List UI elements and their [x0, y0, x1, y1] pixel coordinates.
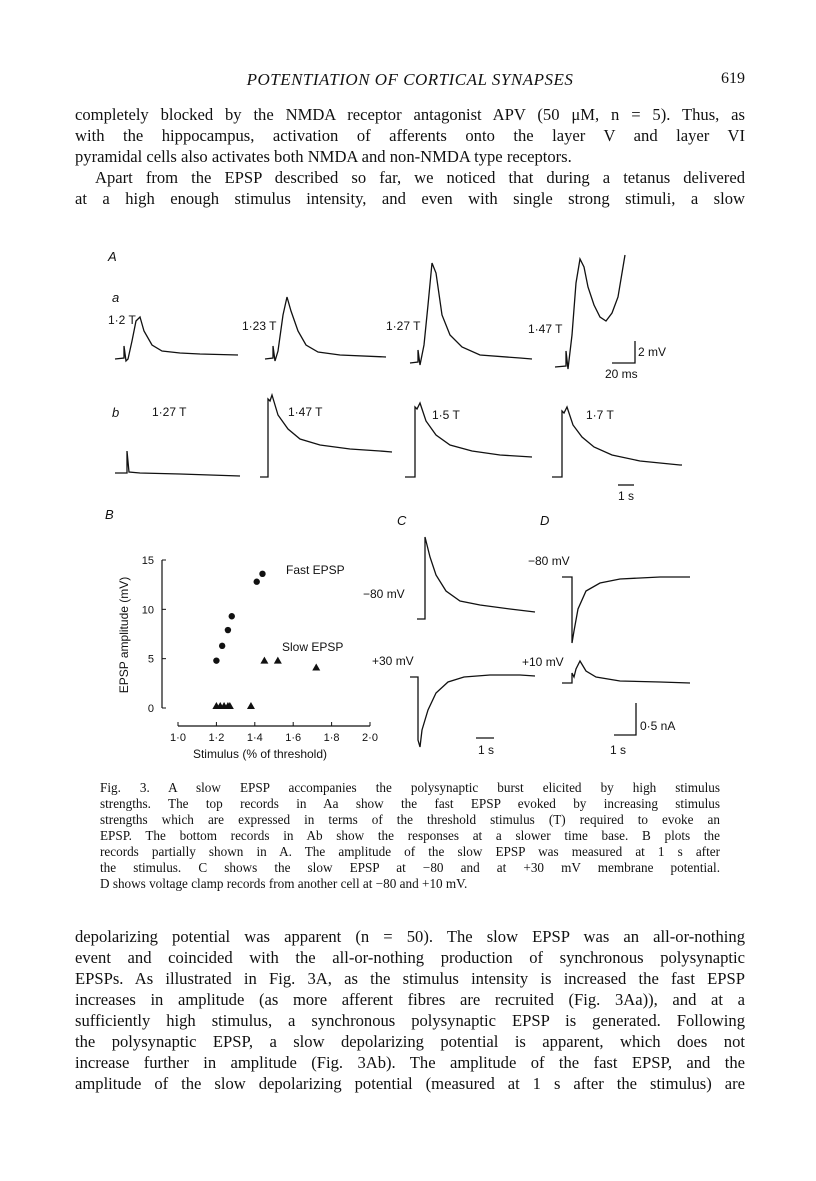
trace-c-top — [417, 537, 535, 619]
x-tick-label: 1·8 — [323, 732, 340, 744]
fast-epsp-point — [213, 657, 219, 663]
text-line: sufficiently high stimulus, a synchronous polysynaptic EPSP is generated. Following — [75, 1011, 745, 1030]
panel-label-A: A — [108, 249, 117, 264]
x-tick-label: 1·6 — [285, 732, 302, 744]
text-line: event and coincided with the all-or-nothing production of synchronous polysynaptic — [75, 948, 745, 967]
d-scale-05na: 0·5 nA — [640, 719, 676, 733]
caption-line: Fig. 3. A slow EPSP accompanies the polysynaptic burst elicited by high stimulus — [100, 780, 720, 795]
figure-3 — [100, 245, 720, 775]
text-line: increases in amplitude (as more afferent fibres are recruited (Fig. 3Aa)), and at a — [75, 990, 745, 1009]
bottom-paragraph — [75, 926, 745, 1094]
text-line: EPSPs. As illustrated in Fig. 3A, as the stimulus intensity is increased the fast EPSP — [75, 969, 745, 988]
y-tick-label: 15 — [141, 555, 154, 567]
top-paragraph — [75, 104, 745, 209]
x-axis-label: Stimulus (% of threshold) — [192, 747, 328, 761]
d-label-minus80: −80 mV — [528, 554, 570, 568]
y-tick-label: 10 — [141, 604, 154, 617]
running-title: POTENTIATION OF CORTICAL SYNAPSES — [246, 70, 574, 89]
c-label-minus80: −80 mV — [363, 587, 405, 601]
x-tick-label: 2·0 — [362, 732, 378, 744]
y-axis-label: EPSP amplitude (mV) — [117, 576, 131, 694]
text-line: increase further in amplitude (Fig. 3Ab). The amplitude of the fast EPSP, and the — [75, 1053, 745, 1072]
slow-epsp-point — [260, 657, 268, 664]
page-number: 619 — [721, 70, 745, 87]
trace-label-aa-4: 1·47 T — [528, 322, 563, 336]
panel-label-D: D — [540, 513, 550, 528]
c-label-plus30: +30 mV — [372, 654, 414, 668]
text-line: depolarizing potential was apparent (n = 50). The slow EPSP was an all-or-nothing — [75, 927, 745, 946]
legend-slow-epsp: Slow EPSP — [282, 640, 344, 654]
trace-c-bottom — [410, 675, 535, 747]
scale-label-2mv: 2 mV — [638, 345, 667, 359]
slow-epsp-point — [274, 657, 282, 664]
legend-fast-epsp: Fast EPSP — [286, 563, 345, 577]
trace-label-ab-4: 1·7 T — [586, 408, 614, 422]
panel-label-B: B — [105, 507, 114, 522]
slow-epsp-point — [312, 664, 320, 671]
text-line: Apart from the EPSP described so far, we noticed that during a tetanus delivered — [95, 168, 745, 187]
trace-label-ab-1: 1·27 T — [152, 405, 187, 419]
panel-label-C: C — [397, 513, 407, 528]
y-tick-label: 0 — [147, 703, 154, 715]
text-line: at a high enough stimulus intensity, and even with single strong stimuli, a slow — [75, 189, 745, 208]
caption-line: the stimulus. C shows the slow EPSP at −80 and at +30 mV membrane potential. — [100, 860, 720, 875]
x-tick-label: 1·4 — [246, 732, 263, 744]
figure-caption — [100, 780, 720, 892]
slow-epsp-point — [247, 702, 255, 709]
caption-line: EPSP. The bottom records in Ab show the responses at a slower time base. B plots the — [100, 828, 720, 843]
d-scale-1s: 1 s — [610, 743, 627, 757]
caption-line: strengths which are expressed in terms of the threshold stimulus (T) required to evoke an — [100, 812, 720, 827]
fast-epsp-point — [225, 627, 231, 633]
trace-label-aa-1: 1·2 T — [108, 313, 136, 327]
trace-ab-3 — [405, 403, 532, 477]
trace-ab-2 — [260, 395, 392, 477]
c-scale-1s: 1 s — [478, 743, 495, 757]
text-line: the polysynaptic EPSP, a slow depolarizing potential is apparent, which does not — [75, 1032, 745, 1051]
y-tick-label: 5 — [147, 653, 154, 666]
text-line: amplitude of the slow depolarizing potential (measured at 1 s after the stimulus) are — [75, 1074, 745, 1093]
chart-b — [117, 555, 378, 761]
trace-aa-2 — [265, 297, 386, 361]
panel-label-Ab: b — [112, 405, 120, 420]
x-tick-label: 1·0 — [170, 732, 186, 744]
trace-d-top — [562, 577, 690, 643]
trace-ab-4 — [552, 407, 682, 477]
scale-bar-2mv-20ms — [612, 341, 635, 363]
trace-label-aa-3: 1·27 T — [386, 319, 421, 333]
panel-label-Aa: a — [112, 290, 120, 305]
text-line: completely blocked by the NMDA receptor antagonist APV (50 μM, n = 5). Thus, as — [75, 105, 745, 124]
trace-label-aa-2: 1·23 T — [242, 319, 277, 333]
trace-ab-1 — [115, 451, 240, 476]
x-tick-label: 1·2 — [208, 732, 225, 744]
scale-bar-current-d — [614, 703, 636, 735]
caption-line: D shows voltage clamp records from another cell at −80 and +10 mV. — [100, 876, 468, 891]
fast-epsp-point — [254, 579, 260, 585]
text-line: pyramidal cells also activates both NMDA and non-NMDA type receptors. — [75, 147, 572, 166]
caption-line: strengths. The top records in Aa show the fast EPSP evoked by increasing stimulus — [100, 796, 720, 811]
fast-epsp-point — [229, 613, 235, 619]
caption-line: records partially shown in A. The amplitude of the slow EPSP was measured at 1 s after — [100, 844, 720, 859]
fast-epsp-point — [219, 643, 225, 649]
trace-aa-4 — [555, 255, 625, 369]
scale-label-20ms: 20 ms — [605, 367, 638, 381]
text-line: with the hippocampus, activation of afferents onto the layer V and layer VI — [75, 126, 745, 145]
trace-d-bottom — [562, 661, 690, 683]
trace-label-ab-3: 1·5 T — [432, 408, 460, 422]
d-label-plus10: +10 mV — [522, 655, 564, 669]
trace-label-ab-2: 1·47 T — [288, 405, 323, 419]
scale-label-1s-ab: 1 s — [618, 489, 635, 503]
page-header — [75, 70, 745, 94]
fast-epsp-point — [259, 571, 265, 577]
trace-aa-3 — [410, 263, 532, 365]
